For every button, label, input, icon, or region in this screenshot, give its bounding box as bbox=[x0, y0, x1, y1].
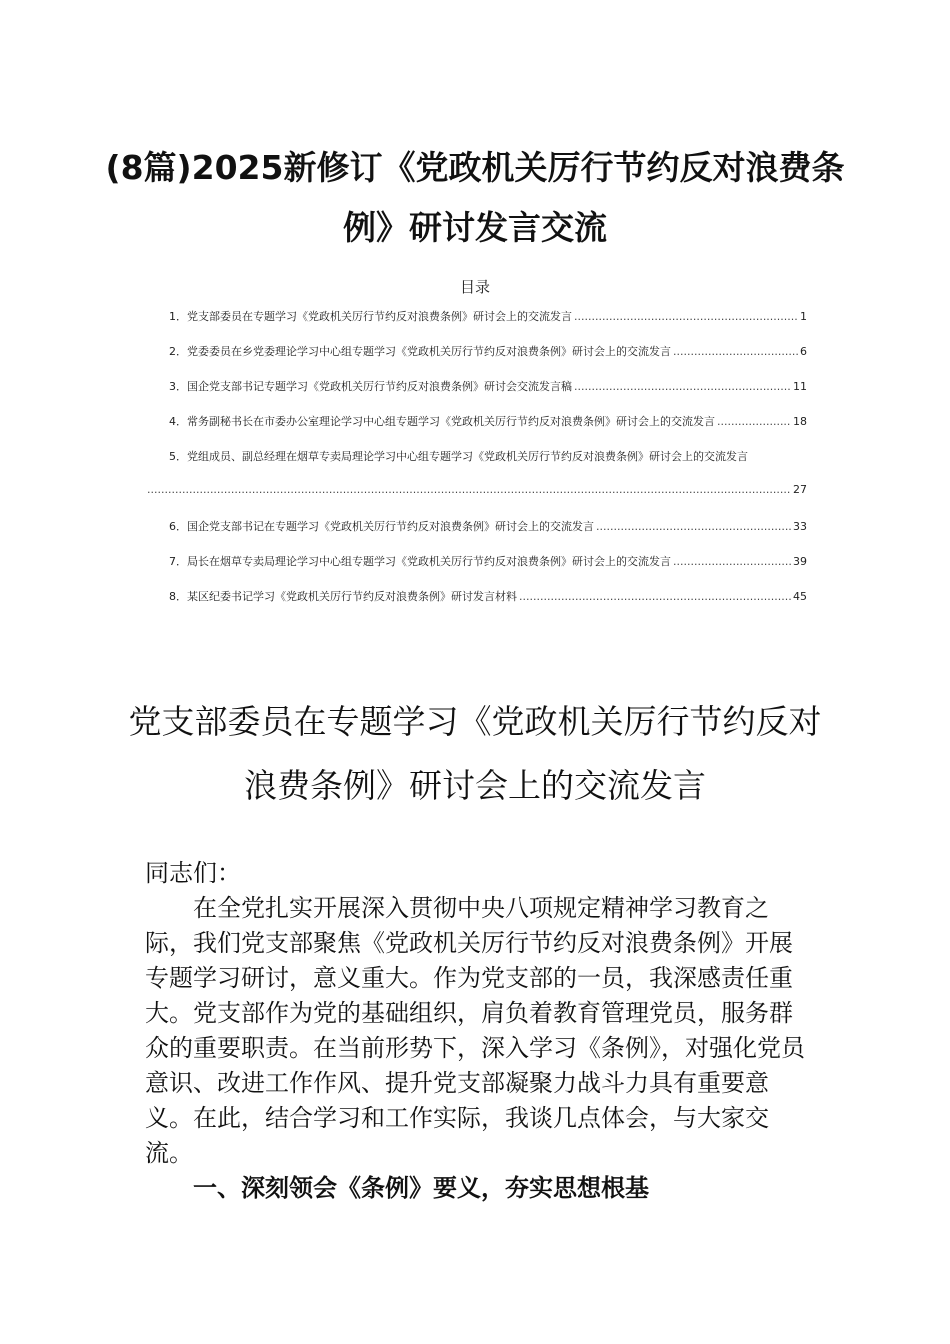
toc-entry-page: 11 bbox=[793, 380, 807, 393]
toc-entry-first-line bbox=[145, 448, 807, 483]
toc-entry-number: 5． bbox=[169, 450, 187, 463]
toc-entry-number: 6． bbox=[169, 520, 187, 533]
toc-entry[interactable] bbox=[145, 308, 807, 343]
toc-entry-text: 局长在烟草专卖局理论学习中心组专题学习《党政机关厉行节约反对浪费条例》研讨会上的交流发言 bbox=[187, 555, 671, 568]
toc-entry-page: 18 bbox=[793, 415, 807, 428]
toc-entry[interactable] bbox=[145, 378, 807, 413]
toc-entry-number: 1． bbox=[169, 310, 187, 323]
toc-leader bbox=[717, 415, 791, 428]
toc-leader bbox=[574, 310, 798, 323]
toc-entry-number: 2． bbox=[169, 345, 187, 358]
toc-entry-text: 国企党支部书记在专题学习《党政机关厉行节约反对浪费条例》研讨会上的交流发言 bbox=[187, 520, 594, 533]
toc-entry-number: 8． bbox=[169, 590, 187, 603]
toc-leader bbox=[596, 520, 791, 533]
toc-entry-text: 常务副秘书长在市委办公室理论学习中心组专题学习《党政机关厉行节约反对浪费条例》研讨会上的交流发言 bbox=[187, 415, 715, 428]
toc-heading: 目录 bbox=[459, 278, 490, 296]
toc-entry[interactable] bbox=[145, 413, 807, 448]
toc-entry-text: 某区纪委书记学习《党政机关厉行节约反对浪费条例》研讨发言材料 bbox=[187, 590, 517, 603]
salutation: 同志们： bbox=[145, 859, 241, 887]
toc-entry[interactable] bbox=[145, 448, 807, 518]
toc-entry[interactable] bbox=[145, 553, 807, 588]
toc-leader bbox=[574, 380, 791, 393]
section-body bbox=[145, 856, 807, 1206]
toc-entry-page: 45 bbox=[793, 590, 807, 603]
toc-entry-text: 党组成员、副总经理在烟草专卖局理论学习中心组专题学习《党政机关厉行节约反对浪费条例》研讨会上的交流发言 bbox=[187, 450, 748, 463]
toc-entry-page: 6 bbox=[800, 345, 807, 358]
toc-entry-number: 3． bbox=[169, 380, 187, 393]
toc-entry[interactable] bbox=[145, 343, 807, 378]
toc-entry-text: 党委委员在乡党委理论学习中心组专题学习《党政机关厉行节约反对浪费条例》研讨会上的交流发言 bbox=[187, 345, 671, 358]
toc-entry-page: 39 bbox=[793, 555, 807, 568]
section-title: 党支部委员在专题学习《党政机关厉行节约反对浪费条例》研讨会上的交流发言 bbox=[128, 702, 822, 805]
toc-leader bbox=[519, 590, 791, 603]
section-subheading: 一、深刻领会《条例》要义，夯实思想根基 bbox=[193, 1174, 649, 1202]
toc-leader bbox=[673, 345, 798, 358]
toc-entry-page: 27 bbox=[793, 483, 807, 496]
toc-entry-page: 1 bbox=[800, 310, 807, 323]
toc-entry-second-line bbox=[145, 483, 807, 518]
toc-entry-page: 33 bbox=[793, 520, 807, 533]
body-paragraph: 在全党扎实开展深入贯彻中央八项规定精神学习教育之际，我们党支部聚焦《党政机关厉行节约反对浪费条例》开展专题学习研讨，意义重大。作为党支部的一员，我深感责任重大。党支部作为党的基础组织，肩负着教育管理党员，服务群众的重要职责。在当前形势下，深入学习《条例》，对强化党员意识、改进工作作风、提升党支部凝聚力战斗力具有重要意义。在此，结合学习和工作实际，我谈几点体会，与大家交流。 bbox=[145, 894, 805, 1167]
toc-entry[interactable] bbox=[145, 518, 807, 553]
toc-entry-number: 7． bbox=[169, 555, 187, 568]
toc-entry-text: 国企党支部书记专题学习《党政机关厉行节约反对浪费条例》研讨会交流发言稿 bbox=[187, 380, 572, 393]
toc-leader bbox=[673, 555, 791, 568]
toc-leader bbox=[147, 483, 791, 496]
toc-entry-number: 4． bbox=[169, 415, 187, 428]
toc-entry-text: 党支部委员在专题学习《党政机关厉行节约反对浪费条例》研讨会上的交流发言 bbox=[187, 310, 572, 323]
table-of-contents bbox=[145, 308, 807, 623]
document-title: (8篇)2025新修订《党政机关厉行节约反对浪费条例》研讨发言交流 bbox=[105, 148, 845, 247]
toc-entry[interactable] bbox=[145, 588, 807, 623]
